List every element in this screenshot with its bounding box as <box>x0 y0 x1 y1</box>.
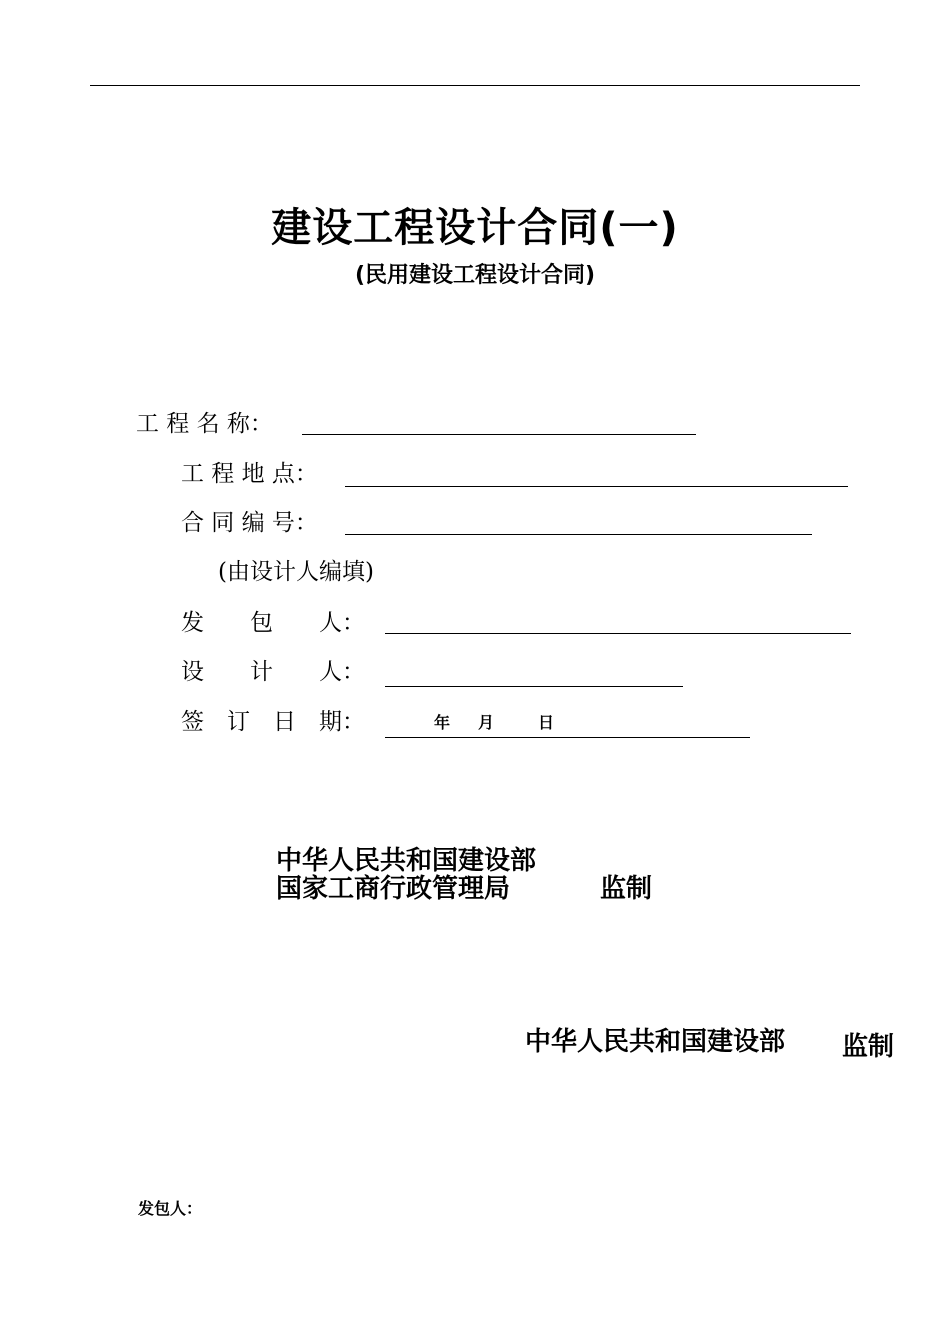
client-label: 发 包 人： <box>181 610 365 636</box>
contract-number-line[interactable] <box>345 534 812 535</box>
issuer-saic: 国家工商行政管理局 <box>276 874 511 904</box>
contract-number-label: 合 同 编 号： <box>181 510 318 536</box>
footer-client-label: 发包人： <box>138 1199 203 1218</box>
issuer-supervised: 监制 <box>600 874 653 904</box>
project-name-label: 工 程 名 称： <box>136 411 273 437</box>
top-rule <box>90 85 860 86</box>
contract-number-note: (由设计人编填) <box>218 559 374 585</box>
signing-date-label: 签 订 日 期： <box>181 709 365 735</box>
project-location-line[interactable] <box>345 486 848 487</box>
second-issuer-ministry: 中华人民共和国建设部 <box>525 1027 786 1057</box>
issuer-ministry: 中华人民共和国建设部 <box>276 846 537 876</box>
date-month: 月 <box>478 713 495 732</box>
signing-date-line[interactable] <box>385 737 750 738</box>
document-title: 建设工程设计合同(一) <box>271 205 679 251</box>
document-subtitle: (民用建设工程设计合同) <box>354 263 596 288</box>
second-issuer-supervised: 监制 <box>842 1032 895 1062</box>
date-day: 日 <box>538 713 555 732</box>
date-year: 年 <box>434 713 451 732</box>
designer-line[interactable] <box>385 686 683 687</box>
project-location-label: 工 程 地 点： <box>181 461 318 487</box>
designer-label: 设 计 人： <box>181 659 365 685</box>
client-line[interactable] <box>385 633 851 634</box>
project-name-line[interactable] <box>302 434 696 435</box>
